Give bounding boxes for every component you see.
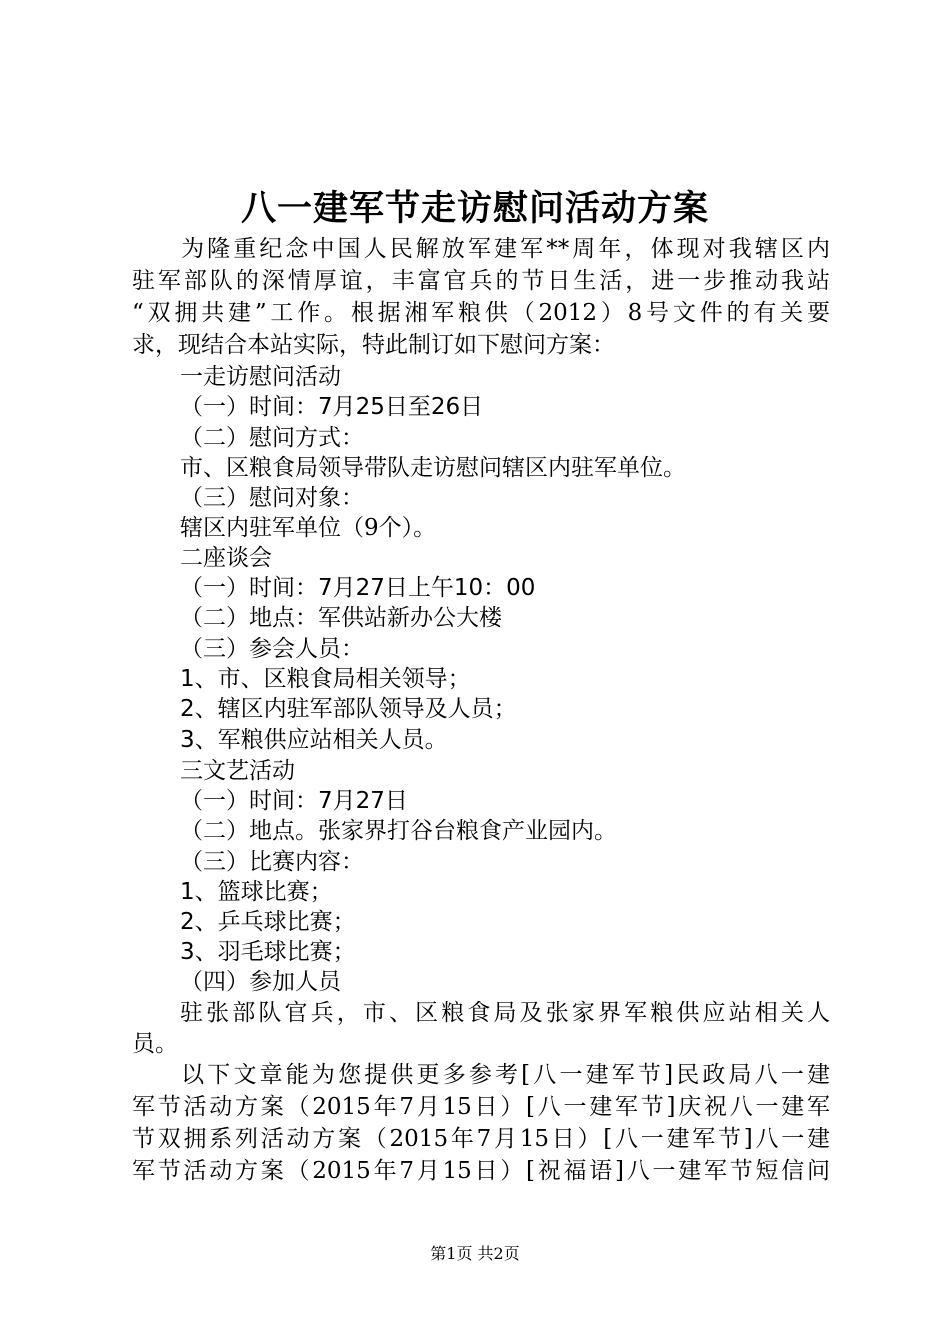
page-footer: 第1页 共2页 bbox=[430, 1244, 520, 1263]
related-line-4: 军节活动方案（2015年7月15日）[祝福语]八一建军节短信问 bbox=[132, 1158, 830, 1184]
section1-target-label: （三）慰问对象： bbox=[180, 485, 364, 511]
section3-participants-label: （四）参加人员 bbox=[180, 969, 341, 995]
section3-heading: 三文艺活动 bbox=[180, 758, 295, 784]
section3-contest-item: 3、羽毛球比赛； bbox=[180, 939, 356, 965]
section3-place-value: 张家界打谷台粮食产业园内。 bbox=[318, 818, 617, 844]
section2-attendee-item: 3、军粮供应站相关人员。 bbox=[180, 727, 448, 753]
section3-place bbox=[180, 816, 617, 849]
section3-time: （一）时间：7月27日 bbox=[180, 788, 408, 814]
section3-place-label: （二）地点。 bbox=[180, 818, 318, 844]
section1-method: 市、区粮食局领导带队走访慰问辖区内驻军单位。 bbox=[180, 455, 686, 481]
section2-attendees-label: （三）参会人员： bbox=[180, 636, 364, 662]
section3-contest-label: （三）比赛内容： bbox=[180, 849, 364, 875]
intro-line-2: 驻军部队的深情厚谊，丰富官兵的节日生活，进一步推动我站 bbox=[132, 268, 830, 294]
section3-participants-line-2: 员。 bbox=[132, 1031, 178, 1057]
section2-place: （二）地点：军供站新办公大楼 bbox=[180, 605, 502, 631]
related-line-1: 以下文章能为您提供更多参考[八一建军节]民政局八一建 bbox=[178, 1062, 830, 1088]
intro-line-1: 为隆重纪念中国人民解放军建军**周年，体现对我辖区内 bbox=[178, 236, 830, 262]
intro-line-3: “双拥共建”工作。根据湘军粮供（2012）8号文件的有关要 bbox=[132, 300, 830, 326]
intro-line-4: 求，现结合本站实际，特此制订如下慰问方案： bbox=[132, 332, 615, 358]
section2-attendee-item: 1、市、区粮食局相关领导； bbox=[180, 666, 471, 692]
section3-participants-line-1: 驻张部队官兵，市、区粮食局及张家界军粮供应站相关人 bbox=[180, 1000, 830, 1026]
document-title: 八一建军节走访慰问活动方案 bbox=[240, 189, 709, 229]
section2-time: （一）时间：7月27日上午10：00 bbox=[180, 575, 536, 601]
section2-attendee-item: 2、辖区内驻军部队领导及人员； bbox=[180, 696, 517, 722]
section3-contest-item: 1、篮球比赛； bbox=[180, 879, 333, 905]
section1-method-label: （二）慰问方式： bbox=[180, 425, 364, 451]
section1-time: （一）时间：7月25日至26日 bbox=[180, 394, 484, 420]
section1-heading: 一走访慰问活动 bbox=[180, 364, 341, 390]
related-line-2: 军节活动方案（2015年7月15日）[八一建军节]庆祝八一建军 bbox=[132, 1094, 830, 1120]
related-line-3: 节双拥系列活动方案（2015年7月15日）[八一建军节]八一建 bbox=[132, 1126, 830, 1152]
section2-heading: 二座谈会 bbox=[180, 545, 272, 571]
section1-target: 辖区内驻军单位（9个）。 bbox=[180, 515, 437, 541]
section3-contest-item: 2、乒乓球比赛； bbox=[180, 909, 356, 935]
